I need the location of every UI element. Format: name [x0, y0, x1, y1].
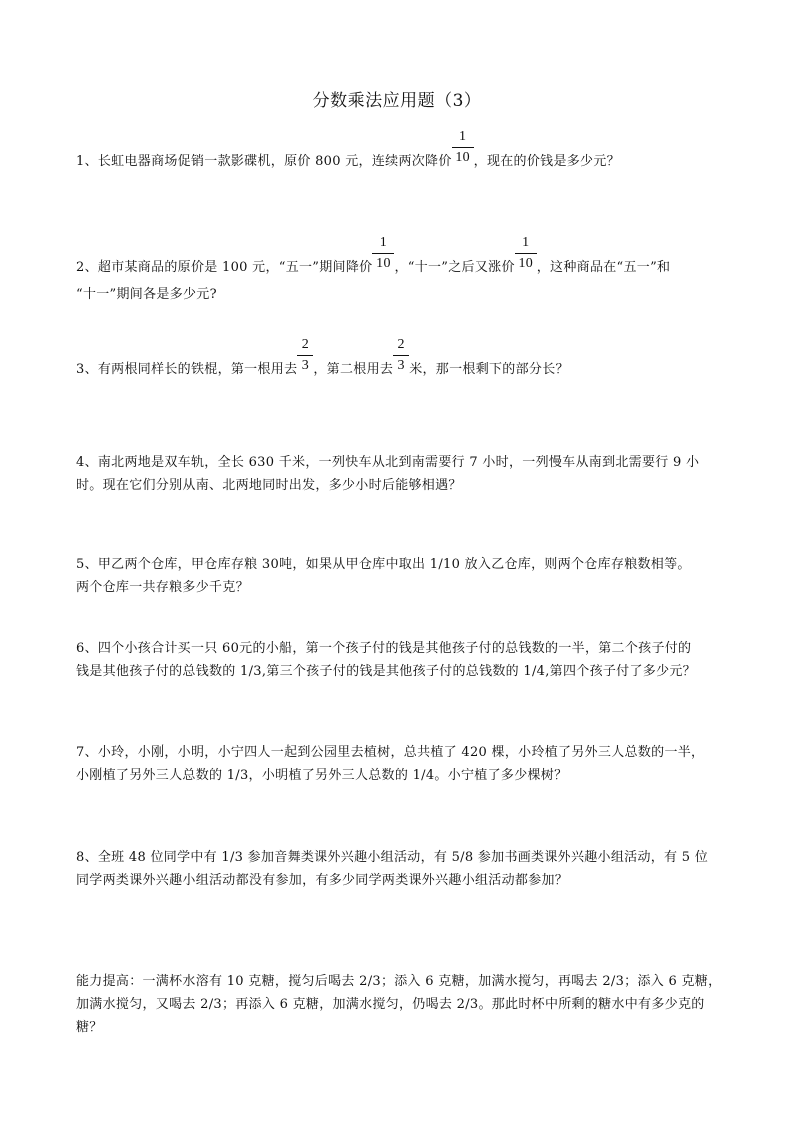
question-8-line-1: 8、全班 48 位同学中有 1/3 参加音舞类课外兴趣小组活动，有 5/8 参加书画类课外兴趣小组活动，有 5 位 — [76, 850, 709, 865]
fraction-bar — [297, 355, 313, 356]
question-advanced-line-3: 糖？ — [76, 1020, 103, 1035]
question-3-text-c: 米，那一根剩下的部分长？ — [409, 362, 569, 377]
fraction-numerator: 2 — [397, 337, 405, 352]
question-1-fraction — [453, 129, 473, 165]
question-6-line-1: 6、四个小孩合计买一只 60元的小船，第一个孩子付的钱是其他孩子付的总钱数的一半，第二个孩子付的 — [76, 641, 692, 656]
question-2-fraction-2 — [516, 235, 536, 271]
question-3-fraction-1 — [298, 337, 312, 373]
question-5 — [76, 553, 726, 599]
fraction-bar — [515, 253, 537, 254]
question-5-line-1: 5、甲乙两个仓库，甲仓库存粮 30吨，如果从甲仓库中取出 1/10 放入乙仓库，则两个仓库存粮数相等。 — [76, 557, 691, 572]
fraction-denominator: 10 — [455, 150, 470, 165]
question-1-line-1 — [76, 129, 726, 173]
fraction-bar — [452, 147, 474, 148]
question-2-text-c: ，这种商品在“五一”和 — [536, 260, 671, 275]
question-2-fraction-1 — [373, 235, 393, 271]
fraction-denominator: 10 — [376, 256, 391, 271]
question-8-line-2: 同学两类课外兴趣小组活动都没有参加，有多少同学两类课外兴趣小组活动都参加？ — [76, 873, 569, 888]
fraction-denominator: 3 — [301, 358, 310, 373]
question-advanced-line-1: 能力提高：一满杯水溶有 10 克糖，搅匀后喝去 2/3；添入 6 克糖，加满水搅匀，再喝去 2/3；添入 6 克糖， — [76, 974, 722, 989]
question-1-text-b: ，现在的价钱是多少元？ — [473, 154, 620, 169]
question-7-line-1: 7、小玲，小刚，小明，小宁四人一起到公园里去植树，总共植了 420 棵，小玲植了另外三人总数的一半， — [76, 745, 705, 760]
question-4-line-1: 4、南北两地是双车轨，全长 630 千米，一列快车从北到南需要行 7 小时，一列慢车从南到北需要行 9 小 — [76, 455, 700, 470]
question-2-text-b: ，“十一”之后又涨价 — [394, 260, 515, 275]
question-1 — [76, 129, 726, 173]
question-5-line-2: 两个仓库一共存粮多少千克？ — [76, 580, 249, 595]
question-advanced — [76, 970, 726, 1039]
fraction-bar — [372, 253, 394, 254]
fraction-denominator: 10 — [518, 256, 534, 271]
question-2 — [76, 235, 726, 306]
fraction-denominator: 3 — [397, 358, 405, 373]
fraction-numerator: 2 — [301, 337, 310, 352]
question-6-line-2: 钱是其他孩子付的总钱数的 1/3,第三个孩子付的钱是其他孩子付的总钱数的 1/4,第四个孩子付了多少元？ — [76, 664, 696, 679]
page-title: 分数乘法应用题（3） — [312, 91, 482, 111]
fraction-numerator: 1 — [379, 235, 388, 250]
question-7 — [76, 741, 726, 787]
question-advanced-line-2: 加满水搅匀，又喝去 2/3；再添入 6 克糖，加满水搅匀，仍喝去 2/3。那此时杯中所剩的糖水中有多少克的 — [76, 997, 705, 1012]
question-7-line-2: 小刚植了另外三人总数的 1/3，小明植了另外三人总数的 1/4。小宁植了多少棵树？ — [76, 768, 568, 783]
question-3-text-a: 3、有两根同样长的铁棍，第一根用去 — [76, 362, 298, 377]
fraction-numerator: 1 — [522, 235, 530, 250]
question-2-text-a: 2、超市某商品的原价是 100 元，“五一”期间降价 — [76, 260, 373, 275]
question-3-line-1 — [76, 337, 726, 381]
question-2-line-2: “十一”期间各是多少元? — [76, 287, 217, 302]
question-8 — [76, 846, 726, 892]
question-3-fraction-2 — [394, 337, 408, 373]
fraction-numerator: 1 — [459, 129, 467, 144]
question-6 — [76, 637, 726, 683]
fraction-bar — [393, 355, 409, 356]
question-3 — [76, 337, 726, 381]
question-4 — [76, 451, 726, 497]
question-3-text-b: ，第二根用去 — [313, 362, 394, 377]
question-2-line-1 — [76, 235, 726, 279]
question-1-text-a: 1、长虹电器商场促销一款影碟机，原价 800 元，连续两次降价 — [76, 154, 452, 169]
question-4-line-2: 时。现在它们分别从南、北两地同时出发，多少小时后能够相遇？ — [76, 478, 462, 493]
